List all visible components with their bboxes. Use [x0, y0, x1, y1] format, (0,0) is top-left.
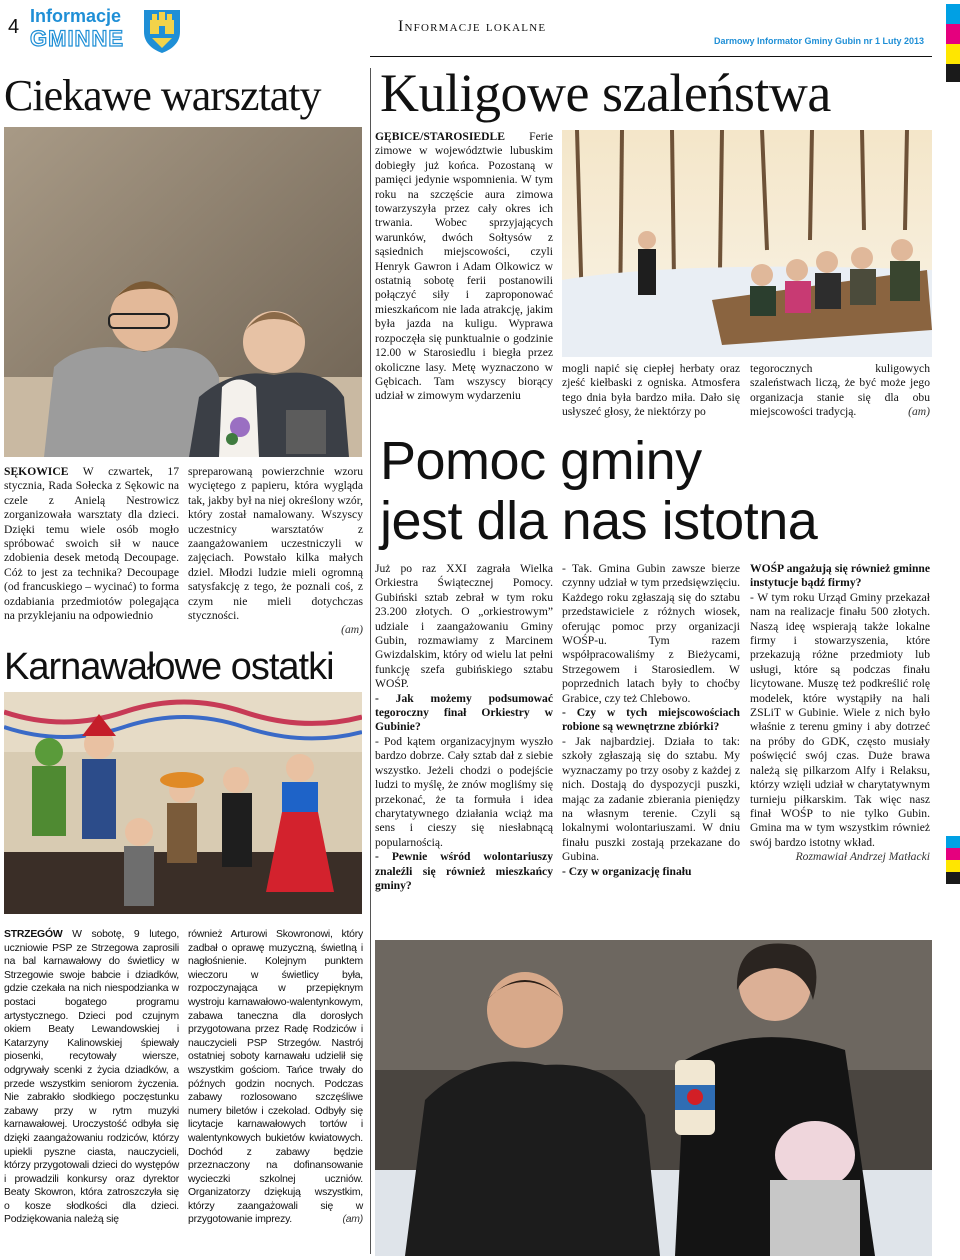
karnawal-dateline: STRZEGÓW	[4, 929, 63, 940]
kulig-text-2: mogli napić się ciepłej herbaty oraz zjeść kiełbaski z ogniska. Atmosfera tego dnia była bardzo miła. Dało się usłyszeć głosy, że niektórzy po	[562, 362, 740, 419]
kulig-column-1	[375, 130, 553, 404]
coat-of-arms-icon	[140, 6, 184, 54]
logo-text-informacje: Informacje	[30, 6, 122, 26]
warsztaty-text-2: spreparowaną powierzchnie wzoru wyciętego z papieru, która wygląda tak, jakby był na niej określony wzór, który został namalowany. Wszyscy uczestnicy warsztatów z zaangażowaniem uczestniczyli w zajęciach. Powstało kilka małych dziel. Młodzi ludzie mieli ogromną satysfakcję z tego, że poznali coś, z czym nie mieli dotychczas styczności.	[188, 465, 363, 623]
headline-wosp-line1: Pomoc gminy	[380, 431, 702, 491]
section-title: Informacje lokalne	[398, 18, 547, 35]
wosp-answer-1: - Pod kątem organizacyjnym wyszło bardzo dobrze. Cały sztab dał z siebie wszystko. Jeżeli chodzi o podejście ludzi to myślę, że znów mogliśmy się przekonać, że ta formuła i idea charytatywnego działania wciąż ma sens i cieszy się niesłabnącą popularnością.	[375, 734, 553, 849]
kulig-column-3	[750, 362, 930, 420]
karnawal-signature: (am)	[342, 1214, 363, 1226]
karnawal-text-2: również Arturowi Skowronowi, który zadbał o oprawę muzyczną, świetlną i nagłośnienie. Kolejnym punktem wieczoru w świetlicy była, rozpoczynająca w przepięknym wystroju karnawałowo-walentynkowym, zabawa taneczna dla dorosłych przygotowana przez Radę Rodziców i nauczycieli PSP Strzegów. Nastrój ostatniej soboty karnawału udzielił się wszystkim gościom. Tańce trwały do późnych godzin nocnych. Podczas zabawy rozlosowano szczęśliwe numery biletów i czekolad. Odbyły się licytacje karnawałowych tortów i walentynkowych bukietów kwiatowych. Dochód z zabawy będzie przeznaczony na dofinansowanie wycieczki szkolnej uczniów. Organizatorzy dziękują wszystkim, którzy zaangażowali się w przygotowanie imprezy.	[188, 929, 363, 1226]
wosp-column-1	[375, 562, 553, 893]
wosp-answer-3: - Jak najbardziej. Działa to tak: szkoły zgłaszają się do sztabu. My wyznaczamy po trzy osoby z każdej z nich. Dostają do dyspozycji puszki, mając za zadanie zbierania pieniędzy na własnym terenie. Czyli są lokalnymi wolontariuszami. W dniu finału puszki zostają przekazane do Gubina.	[562, 734, 740, 864]
wosp-question-4: - Czy w organizację finału	[562, 864, 692, 878]
wosp-answer-4: - W tym roku Urząd Gminy przekazał nam na realizacje finału 500 złotych. Naszą ideę wspierają także lokalne firmy i stowarzyszenia, które przekazują różne przedmioty lub usługi, które są podczas finału licytowane. Muszę też podkreślić rolę modelek, które wystąpiły na hali ZSLiT w Gubinie. Wiele z nich było właśnie z terenu gminy i aby dotrzeć na próby do GDK, często musiały poświęcić swój czas. Duże brawa należą się pilkarzom Alfy i Relaksu, którzy wzięli udział w charytatywnym turnieju piłkarskim. Tak więc nasz finał WOŚP to nie tylko Gubin. Gmina ma w tym wszystkim również swój bardzo istotny wkład.	[750, 590, 930, 849]
carnival-costumes-photo	[4, 692, 362, 914]
warsztaty-column-1	[4, 465, 179, 623]
logo-text-gminne: GMINNE	[30, 26, 124, 51]
wosp-intro: Już po raz XXI zagrała Wielka Orkiestra Świątecznej Pomocy. Gubiński sztab zebrał w tym roku 23.200 złotych. O „orkiestrowym” udziale i zaangażowaniu Gminy Gubin, rozmawiamy z Marcinem Gwizdalskim, który od wielu lat pełni funkcję szefa gubińskiego sztabu WOŚP.	[375, 562, 553, 691]
wosp-column-3	[750, 562, 930, 865]
sleigh-ride-photo	[562, 130, 932, 357]
decoupage-workshop-photo	[4, 127, 362, 457]
headline-warsztaty: Ciekawe warsztaty	[4, 71, 321, 120]
warsztaty-dateline: SĘKOWICE	[4, 465, 69, 478]
logo	[30, 4, 160, 54]
karnawal-text-1: W sobotę, 9 lutego, uczniowie PSP ze Strzegowa zaprosili na bal karnawałowy do świetlicy w Strzegowie swoje babcie i dziadków, gdzie czekała na nich niespodzianka w postaci bogatego programu artystycznego. Dzieci pod czujnym okiem Beaty Lewandowskiej i Katarzyny Kalinowskiej śpiewały piosenki, recytowały wiersze, odgrywały scenki z życia dziadków, a przede wszystkim seniorom życzenia. Nie zabrakło słodkiego poczęstunku zabawy przy w rytm muzyki karnawałowej. Uroczystość odbyła się dzięki zaangażowaniu rodziców, którzy upiekli pyszne ciasta, nauczycieli, którzy przygotowali dzieci do występów i prowadzili konkursy oraz dyrektor Beaty Skowron, która zatroszczyła się o kosze słodkości dla dzieci. Podziękowania należą się	[4, 929, 180, 1226]
wosp-answer-2: - Tak. Gmina Gubin zawsze bierze czynny udział w tym przedsięwzięciu. Każdego roku zgłaszają się do sztabu przedstawiciele z różnych wiosek, oferując pomoc przy organizacji WOŚP-u. Tym razem współpracowaliśmy z Bieżycami, Strzegowem i Starosiedlem. W poprzednich latach były to choćby Grabice, czy też Chlebowo.	[562, 562, 740, 705]
wosp-question-1: - Jak możemy podsumować tegoroczny finał Orkiestry w Gubinie?	[375, 691, 553, 734]
kulig-dateline: GĘBICE/STAROSIEDLE	[375, 130, 505, 143]
registration-marks	[946, 4, 960, 82]
wosp-volunteers-photo	[375, 940, 932, 1256]
warsztaty-signature: (am)	[341, 623, 363, 637]
karnawal-column-2	[188, 928, 363, 1227]
kulig-text-1: Ferie zimowe w województwie lubuskim dobiegły już końca. Pozostaną w pamięci jedynie wspomnienia. W tym roku na szczęście aura zimowa towarzyszyła przez cały okres ich trwania. Wobec sprzyjających warunków, dwóch Sołtysów z sąsiednich miejscowości, czyli Henryk Gawron i Adam Olkowicz w ostatnią sobotę ferii postanowili połączyć siły i zaproponować mieszkańcom nie lada atrakcję, jakim była jazda na kuligu. Wyprawa rozpoczęła się punktualnie o godzinie 12.00 w Starosiedlu i biegła przez okoliczne lasy. Metę wyznaczono w Gębicach. Tam wszyscy biorący udział w zimowym wydarzeniu	[375, 130, 553, 403]
page-number: 4	[8, 16, 20, 38]
wosp-question-2: - Pewnie wśród wolontariuszy znaleźli się również mieszkańcy gminy?	[375, 850, 553, 892]
header-rule	[370, 56, 932, 57]
wosp-question-4-cont: WOŚP angażują się również gminne instytucje bądź firmy?	[750, 562, 930, 590]
wosp-signature: Rozmawiał Andrzej Matłacki	[795, 850, 930, 864]
column-divider	[370, 68, 371, 1254]
kulig-text-3: tegorocznych kuligowych szaleństwach liczą, że być może jego organizacja stanie się dla obu miejscowości tradycją.	[750, 362, 930, 419]
headline-karnawal: Karnawałowe ostatki	[4, 646, 334, 688]
kulig-signature: (am)	[908, 405, 930, 419]
wosp-question-3: - Czy w tych miejscowościach robione są wewnętrzne zbiórki?	[562, 706, 740, 734]
kulig-column-2	[562, 362, 740, 420]
issue-info: Darmowy Informator Gminy Gubin nr 1 Luty 2013	[713, 36, 924, 46]
warsztaty-text-1: W czwartek, 17 stycznia, Rada Sołecka z Sękowic na czele z Anielą Nestrowicz zorganizowała warsztaty dla dzieci. Dzięki temu wiele osób mogło spróbować swoich sił w nauce zdobienia desek metodą Decoupage. Cóż to jest za technika? Decoupage (od francuskiego – wycinać) to forma ozdabiania przedmiotów polegająca na przyklejaniu na odpowiednio	[4, 465, 179, 623]
headline-wosp-line2: jest dla nas istotna	[380, 491, 818, 551]
wosp-column-2	[562, 562, 740, 879]
headline-kulig: Kuligowe szaleństwa	[380, 63, 831, 123]
warsztaty-column-2	[188, 465, 363, 638]
karnawal-column-1	[4, 928, 179, 1227]
registration-marks-mid	[946, 836, 960, 884]
